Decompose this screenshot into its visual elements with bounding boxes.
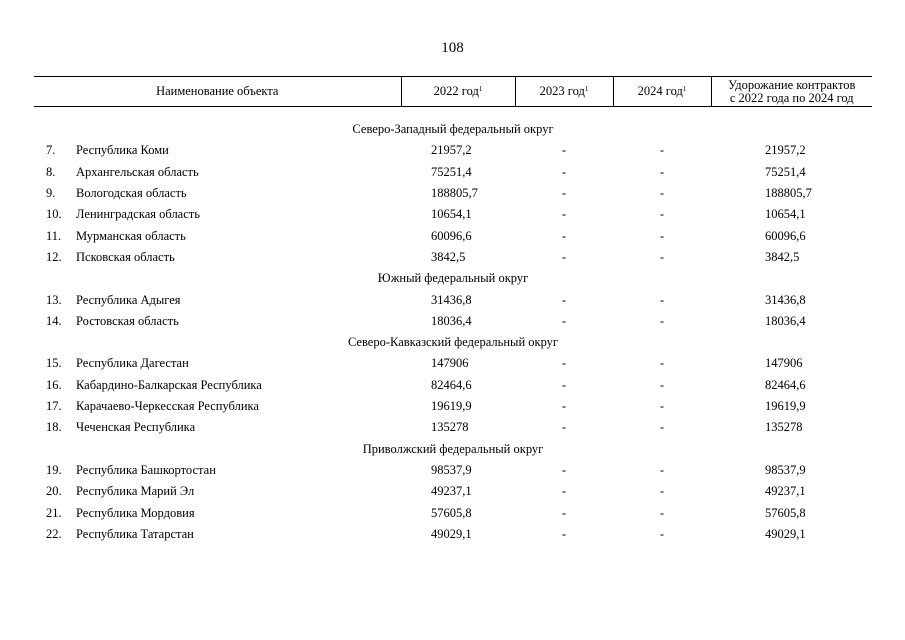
table-row — [34, 311, 872, 332]
row-value-total: 3842,5 — [765, 250, 800, 265]
header-2023-label: 2023 год — [539, 84, 585, 98]
row-value-2022: 3842,5 — [431, 250, 466, 265]
row-value-total: 82464,6 — [765, 377, 806, 392]
row-value-2024: - — [659, 377, 665, 392]
header-total-line1: Удорожание контрактов — [728, 77, 856, 92]
table-row — [34, 417, 872, 438]
row-value-2022: 82464,6 — [431, 377, 472, 392]
row-name: Республика Коми — [76, 143, 169, 158]
row-value-2024: - — [659, 207, 665, 222]
row-value-total: 57605,8 — [765, 505, 806, 520]
header-2023 — [515, 77, 613, 107]
table-row — [34, 502, 872, 523]
row-value-total: 75251,4 — [765, 164, 806, 179]
row-value-2024: - — [659, 356, 665, 371]
row-value-2023: - — [561, 292, 567, 307]
row-number: 12. — [46, 250, 62, 265]
row-value-2022: 188805,7 — [431, 185, 478, 200]
row-number: 7. — [46, 143, 56, 158]
table-row — [34, 396, 872, 417]
row-number: 18. — [46, 420, 62, 435]
row-value-2023: - — [561, 185, 567, 200]
row-value-2023: - — [561, 228, 567, 243]
row-value-2022: 135278 — [431, 420, 469, 435]
row-value-2022: 49237,1 — [431, 484, 472, 499]
page-number: 108 — [441, 40, 464, 56]
contracts-table — [34, 76, 872, 545]
row-value-2024: - — [659, 292, 665, 307]
row-value-2022: 10654,1 — [431, 207, 472, 222]
row-name: Ростовская область — [76, 313, 179, 328]
header-spacer — [34, 107, 872, 120]
row-value-2024: - — [659, 527, 665, 542]
row-name: Карачаево-Черкесская Республика — [76, 399, 259, 414]
section-heading-row — [34, 268, 872, 289]
row-number: 20. — [46, 484, 62, 499]
row-name: Республика Дагестан — [76, 356, 189, 371]
table-row — [34, 289, 872, 310]
row-value-2023: - — [561, 484, 567, 499]
row-value-total: 49237,1 — [765, 484, 806, 499]
row-value-2022: 18036,4 — [431, 313, 472, 328]
header-2024-label: 2024 год — [637, 84, 683, 98]
table-row — [34, 375, 872, 396]
row-number: 17. — [46, 399, 62, 414]
row-value-2023: - — [561, 377, 567, 392]
row-value-total: 19619,9 — [765, 399, 806, 414]
row-value-2024: - — [659, 462, 665, 477]
row-value-2023: - — [561, 399, 567, 414]
row-name: Кабардино-Балкарская Республика — [76, 377, 262, 392]
row-value-2023: - — [561, 420, 567, 435]
row-name: Псковская область — [76, 250, 175, 265]
row-value-total: 98537,9 — [765, 462, 806, 477]
header-2022-footnote: 1 — [478, 85, 483, 93]
row-value-2022: 98537,9 — [431, 462, 472, 477]
row-value-2023: - — [561, 356, 567, 371]
row-name: Республика Адыгея — [76, 292, 181, 307]
table-row — [34, 226, 872, 247]
header-total — [711, 77, 872, 107]
row-value-2022: 31436,8 — [431, 292, 472, 307]
header-2024-footnote: 1 — [682, 85, 687, 93]
table-row — [34, 481, 872, 502]
section-heading-row — [34, 119, 872, 140]
section-title: Северо-Кавказский федеральный округ — [347, 335, 559, 350]
row-value-2023: - — [561, 527, 567, 542]
header-2022-label: 2022 год — [433, 84, 479, 98]
row-number: 10. — [46, 207, 62, 222]
header-name: Наименование объекта — [34, 77, 401, 107]
row-value-2023: - — [561, 313, 567, 328]
row-number: 9. — [46, 185, 56, 200]
row-value-total: 31436,8 — [765, 292, 806, 307]
row-value-2024: - — [659, 164, 665, 179]
row-value-2023: - — [561, 505, 567, 520]
row-value-2024: - — [659, 250, 665, 265]
row-value-2022: 49029,1 — [431, 527, 472, 542]
spacer-cell — [34, 107, 872, 120]
row-value-total: 188805,7 — [765, 185, 812, 200]
section-title: Южный федеральный округ — [377, 271, 529, 286]
row-value-2024: - — [659, 420, 665, 435]
row-number: 13. — [46, 292, 62, 307]
row-number: 22. — [46, 527, 62, 542]
table-row — [34, 353, 872, 374]
header-2024 — [613, 77, 711, 107]
row-value-total: 49029,1 — [765, 527, 806, 542]
row-value-2023: - — [561, 462, 567, 477]
row-value-2022: 21957,2 — [431, 143, 472, 158]
table-row — [34, 247, 872, 268]
row-value-total: 21957,2 — [765, 143, 806, 158]
table-row — [34, 460, 872, 481]
row-number: 19. — [46, 462, 62, 477]
header-2022 — [401, 77, 515, 107]
row-value-total: 60096,6 — [765, 228, 806, 243]
row-value-total: 10654,1 — [765, 207, 806, 222]
row-value-2023: - — [561, 250, 567, 265]
row-number: 21. — [46, 505, 62, 520]
row-number: 11. — [46, 228, 62, 243]
row-value-2022: 75251,4 — [431, 164, 472, 179]
section-title: Приволжский федеральный округ — [362, 441, 544, 456]
table-row — [34, 183, 872, 204]
table-row — [34, 524, 872, 545]
row-name: Республика Мордовия — [76, 505, 195, 520]
row-name: Республика Башкортостан — [76, 462, 216, 477]
header-2023-footnote: 1 — [584, 85, 589, 93]
row-value-2022: 60096,6 — [431, 228, 472, 243]
table-body — [34, 107, 872, 546]
row-number: 8. — [46, 164, 56, 179]
table-header — [34, 77, 872, 107]
row-value-2022: 57605,8 — [431, 505, 472, 520]
row-value-2022: 19619,9 — [431, 399, 472, 414]
row-name: Ленинградская область — [76, 207, 200, 222]
row-value-2022: 147906 — [431, 356, 469, 371]
header-total-line2: с 2022 года по 2024 год — [729, 90, 854, 105]
row-number: 14. — [46, 313, 62, 328]
row-name: Чеченская Республика — [76, 420, 196, 435]
row-name: Архангельская область — [76, 164, 199, 179]
row-value-2024: - — [659, 313, 665, 328]
section-heading-row — [34, 332, 872, 353]
row-value-2024: - — [659, 143, 665, 158]
row-value-2023: - — [561, 143, 567, 158]
row-name: Вологодская область — [76, 185, 187, 200]
row-value-2023: - — [561, 207, 567, 222]
row-value-total: 18036,4 — [765, 313, 806, 328]
table-row — [34, 140, 872, 161]
row-number: 15. — [46, 356, 62, 371]
row-value-2023: - — [561, 164, 567, 179]
row-name: Республика Марий Эл — [76, 484, 195, 499]
row-value-2024: - — [659, 399, 665, 414]
row-name: Мурманская область — [76, 228, 186, 243]
row-value-2024: - — [659, 185, 665, 200]
row-name: Республика Татарстан — [76, 527, 194, 542]
row-value-2024: - — [659, 505, 665, 520]
row-value-2024: - — [659, 228, 665, 243]
row-number: 16. — [46, 377, 62, 392]
row-value-total: 135278 — [765, 420, 803, 435]
table-row — [34, 161, 872, 182]
table-row — [34, 204, 872, 225]
section-title: Северо-Западный федеральный округ — [352, 122, 554, 136]
row-value-2024: - — [659, 484, 665, 499]
section-heading-row — [34, 439, 872, 460]
row-value-total: 147906 — [765, 356, 803, 371]
